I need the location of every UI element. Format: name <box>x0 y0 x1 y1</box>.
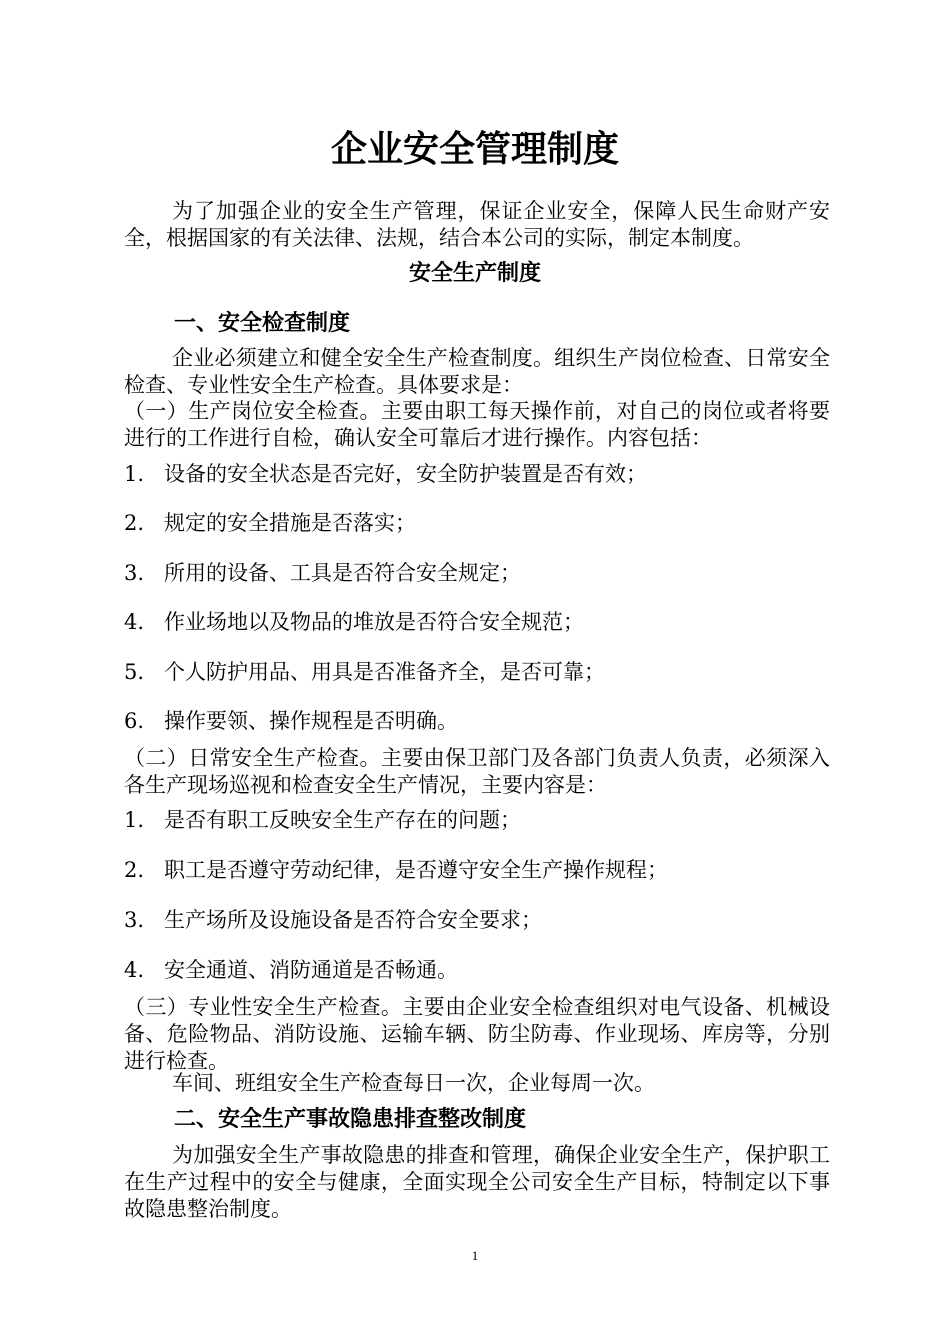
section2-intro: 为加强安全生产事故隐患的排查和管理，确保企业安全生产，保护职工在生产过程中的安全与健康，全面实现全公司安全生产目标，特制定以下事故隐患整治制度。 <box>124 1143 830 1221</box>
list-item-text: 作业场地以及物品的堆放是否符合安全规范； <box>164 610 584 634</box>
document-title: 企业安全管理制度 <box>330 129 619 170</box>
section1-part1: （一）生产岗位安全检查。主要由职工每天操作前，对自己的岗位或者将要进行的工作进行自检，确认安全可靠后才进行操作。内容包括： <box>124 399 830 450</box>
list-item-text: 操作要领、操作规程是否明确。 <box>164 709 458 733</box>
list-item-text: 职工是否遵守劳动纪律，是否遵守安全生产操作规程； <box>164 858 668 882</box>
list-item <box>124 705 830 737</box>
list-item <box>124 954 830 986</box>
list-item-number: 4. <box>124 610 145 634</box>
list-item-text: 所用的设备、工具是否符合安全规定； <box>164 561 521 585</box>
list-item-text: 安全通道、消防通道是否畅通。 <box>164 958 458 982</box>
list-item <box>124 557 830 589</box>
section1-intro: 企业必须建立和健全安全生产检查制度。组织生产岗位检查、日常安全检查、专业性安全生产检查。具体要求是： <box>124 346 830 397</box>
section1-part3: （三）专业性安全生产检查。主要由企业安全检查组织对电气设备、机械设备、危险物品、消防设施、运输车辆、防尘防毒、作业现场、库房等，分别进行检查。 <box>124 995 830 1073</box>
section2-heading: 二、安全生产事故隐患排查整改制度 <box>174 1107 527 1132</box>
list-item-text: 规定的安全措施是否落实； <box>164 511 416 535</box>
list-item <box>124 904 830 936</box>
list-item-text: 是否有职工反映安全生产存在的问题； <box>164 808 521 832</box>
section1-part2: （二）日常安全生产检查。主要由保卫部门及各部门负责人负责，必须深入各生产现场巡视和检查安全生产情况，主要内容是： <box>124 746 830 797</box>
list-item <box>124 606 830 638</box>
list-item-number: 1. <box>124 462 145 486</box>
list-item-text: 设备的安全状态是否完好，安全防护装置是否有效； <box>164 462 647 486</box>
list-item-number: 4. <box>124 958 145 982</box>
list-item-text: 生产场所及设施设备是否符合安全要求； <box>164 908 542 932</box>
list-item <box>124 458 830 490</box>
section-subtitle: 安全生产制度 <box>408 261 541 286</box>
list-item-number: 5. <box>124 660 145 684</box>
list-item-number: 3. <box>124 908 145 932</box>
list-item-text: 个人防护用品、用具是否准备齐全，是否可靠； <box>164 660 605 684</box>
list-item <box>124 804 830 836</box>
list-item <box>124 507 830 539</box>
section1-frequency: 车间、班组安全生产检查每日一次，企业每周一次。 <box>172 1071 655 1095</box>
list-item-number: 6. <box>124 709 145 733</box>
list-item-number: 3. <box>124 561 145 585</box>
list-item-number: 2. <box>124 511 145 535</box>
page-number: 1 <box>471 1248 479 1263</box>
list-item-number: 1. <box>124 808 145 832</box>
list-item <box>124 854 830 886</box>
list-item-number: 2. <box>124 858 145 882</box>
section1-heading: 一、安全检查制度 <box>174 311 351 336</box>
intro-paragraph: 为了加强企业的安全生产管理，保证企业安全，保障人民生命财产安全，根据国家的有关法律、法规，结合本公司的实际，制定本制度。 <box>124 199 830 250</box>
list-item <box>124 656 830 688</box>
